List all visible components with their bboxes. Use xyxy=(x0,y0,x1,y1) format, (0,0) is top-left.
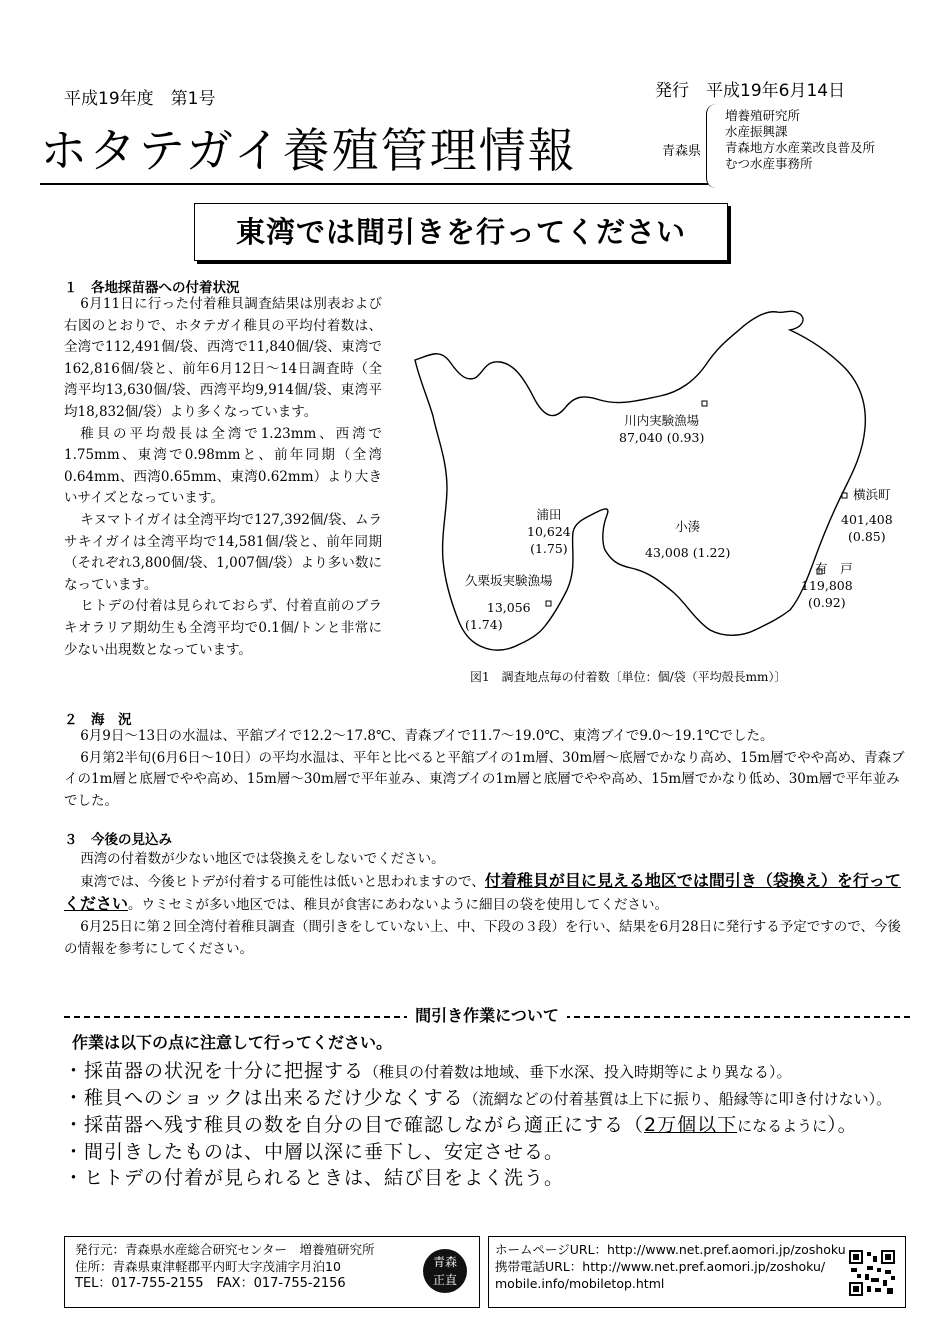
bay-map-figure xyxy=(405,300,895,675)
paragraph: 6月9日～13日の水温は、平舘ブイで12.2～17.8℃、青森ブイで11.7～19.0℃、東湾ブイで9.0～19.1℃でした。 xyxy=(80,728,774,744)
publication-date: 発行 平成19年6月14日 xyxy=(655,81,846,101)
title-underline xyxy=(40,183,708,185)
headline-box: 東湾では間引きを行ってください xyxy=(194,203,728,261)
mobile-url-cont[interactable]: mobile.info/mobiletop.html xyxy=(495,1276,665,1291)
url-info-box xyxy=(488,1236,906,1308)
qr-code-icon xyxy=(847,1245,897,1301)
station-label-kominato: 小湊 43,008 (1.22) xyxy=(645,519,731,560)
publisher-phone: TEL：017-755-2155 FAX：017-755-2156 xyxy=(75,1276,346,1291)
station-label-kawauchi: 川内実験漁場 87,040 (0.93) xyxy=(619,413,705,445)
org-item: 増養殖研究所 xyxy=(725,108,801,123)
issue-number: 平成19年度 第1号 xyxy=(64,89,216,109)
list-item: ・採苗器へ残す稚貝の数を自分の目で確認しながら適正にする（2万個以下になるように）。 xyxy=(64,1114,858,1136)
list-item: ・採苗器の状況を十分に把握する（稚貝の付着数は地域、垂下水深、投入時期等により異なる）。 xyxy=(64,1060,792,1082)
publisher-name: 発行元：青森県水産総合研究センター 増養殖研究所 xyxy=(75,1242,375,1257)
paragraph: 稚貝の平均殻長は全湾で1.23mm、西湾で1.75mm、東湾で0.98mmと、前年同期（全湾0.64mm、西湾0.65mm、東湾0.62mm）より大きいサイズとなっています。 xyxy=(64,425,382,507)
paragraph: 西湾の付着数が少ない地区では袋換えをしないでください。 xyxy=(80,851,445,867)
section2-heading: ２ 海 況 xyxy=(64,712,132,728)
thinning-points xyxy=(64,1058,924,1191)
paragraph: 6月第2半旬(6月6日～10日）の平均水温は、平年と比べると平舘ブイの1m層、30m層～底層でかなり高め、15m層でやや高め、青森ブイの1m層と底層でやや高め、15m層～30m層で平年並み、東湾ブイの1m層と底層でやや高め、15m層でかなり低め、30m層で平年並みでした。 xyxy=(64,749,905,809)
list-item: ・稚貝へのショックは出来るだけ少なくする（流網などの付着基質は上下に振り、船縁等に叩き付けない）。 xyxy=(64,1087,892,1109)
thinning-heading: 間引き作業について xyxy=(64,1006,910,1026)
section3-body xyxy=(64,848,910,960)
org-item: 水産振興課 xyxy=(725,124,788,139)
organization-list xyxy=(706,104,906,188)
prefecture-label: 青森県 xyxy=(662,144,702,159)
paragraph: ヒトデの付着は見られておらず、付着直前のブラキオラリア期幼生も全湾平均で0.1個/トンと非常に少ない出現数となっています。 xyxy=(64,598,382,658)
thinning-intro: 作業は以下の点に注意して行ってください。 xyxy=(72,1033,393,1052)
seal-logo: 青森 正直 xyxy=(423,1249,467,1293)
org-item: 青森地方水産業改良普及所 xyxy=(725,140,876,155)
publisher-address: 住所：青森県東津軽郡平内町大字茂浦字月泊10 xyxy=(75,1259,341,1274)
page-title: ホタテガイ養殖管理情報 xyxy=(40,124,577,179)
mobile-url[interactable]: 携帯電話URL：http://www.net.pref.aomori.jp/zoshoku/ xyxy=(495,1259,826,1274)
list-item: ・間引きしたものは、中層以深に垂下し、安定させる。 xyxy=(64,1141,565,1163)
station-label-arito: 有 戸 119,808 (0.92) xyxy=(801,561,853,610)
station-label-urata: 浦田 10,624 (1.75) xyxy=(527,507,571,556)
station-label-kugurizaka: 久栗坂実験漁場 13,056 (1.74) xyxy=(465,573,553,632)
section1-body xyxy=(64,294,382,661)
figure-caption: 図1 調査地点毎の付着数〔単位：個/袋（平均殻長mm）〕 xyxy=(470,670,787,684)
paragraph: キヌマトイガイは全湾平均で127,392個/袋、ムラサキイガイは全湾平均で14,581個/袋と、前年同期（それぞれ3,800個/袋、1,007個/袋）より多い数になっています。 xyxy=(64,511,382,593)
org-item: むつ水産事務所 xyxy=(725,156,813,171)
section1-heading: １ 各地採苗器への付着状況 xyxy=(64,280,240,296)
list-item: ・ヒトデの付着が見られるときは、結び目をよく洗う。 xyxy=(64,1167,565,1189)
thinning-divider xyxy=(64,1006,910,1026)
section3-heading: ３ 今後の見込み xyxy=(64,832,172,848)
station-marker xyxy=(702,401,707,406)
paragraph: 6月25日に第２回全湾付着稚貝調査（間引きをしていない上、中、下段の３段）を行い、結果を6月28日に発行する予定ですので、今後の情報を参考にしてください。 xyxy=(64,919,901,957)
station-label-yokohama: 横浜町 401,408 (0.85) xyxy=(841,487,893,544)
publisher-info-box xyxy=(64,1236,480,1308)
paragraph: 東湾では、今後ヒトデが付着する可能性は低いと思われますので、付着稚貝が目に見える地区では間引き（袋換え）を行ってください。ウミセミが多い地区では、稚貝が食害にあわないように細目の袋を使用してください。 xyxy=(64,871,901,913)
homepage-url[interactable]: ホームページURL：http://www.net.pref.aomori.jp/zoshoku xyxy=(495,1242,846,1257)
emphasis-text: 付着稚貝が目に見える地区では間引き（袋換え）を行ってください xyxy=(64,871,901,913)
section2-body xyxy=(64,726,910,812)
paragraph: 6月11日に行った付着稚貝調査結果は別表および右図のとおりで、ホタテガイ稚貝の平均付着数は、全湾で112,491個/袋、西湾で11,840個/袋、東湾で162,816個/袋と、前年6月12日～14日調査時（全湾平均13,630個/袋、西湾平均9,914個/袋、東湾平均18,832個/袋）より多くなっています。 xyxy=(64,296,382,420)
